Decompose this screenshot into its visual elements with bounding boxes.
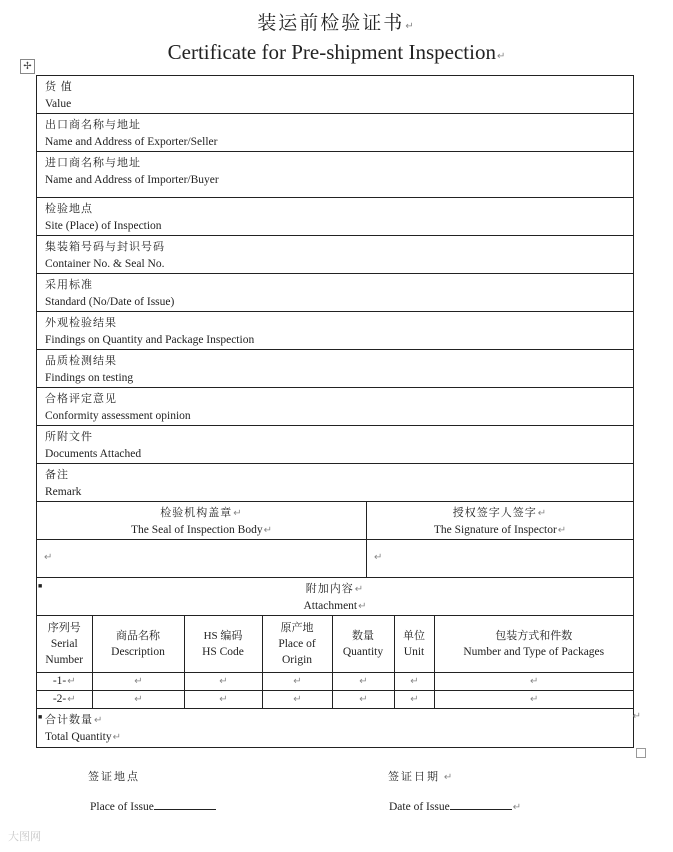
field-label-cn: 检验地点 [45,203,93,215]
field-row[interactable] [37,388,633,426]
field-row[interactable] [37,114,633,152]
attachment-table [37,616,633,709]
field-label-en: Value [45,98,72,110]
watermark: 大图网 [8,830,41,843]
table-header-row [37,616,633,673]
date-blank[interactable] [450,798,512,810]
field-label-en: Conformity assessment opinion [45,410,191,422]
field-label-cn: 所附文件 [45,431,93,443]
column-header: 商品名称 Description [92,616,184,673]
field-label-en: Remark [45,486,82,498]
table-cell[interactable]: ↵ [332,673,394,691]
field-label-en: Standard (No/Date of Issue) [45,296,175,308]
field-label-cn: 出口商名称与地址 [45,119,141,131]
attachment-header: ■ 附加内容↵ Attachment↵ [37,578,633,616]
table-row [37,673,633,691]
field-row[interactable] [37,76,633,114]
table-move-handle-icon[interactable]: ✢ [20,59,35,74]
date-of-issue-cn: 签证日期 ↵ [388,771,453,783]
title-english: Certificate for Pre-shipment Inspection↵ [167,40,506,64]
table-cell[interactable]: ↵ [184,691,262,709]
column-header: HS 编码 HS Code [184,616,262,673]
serial-cell[interactable]: -1-↵ [37,673,92,691]
date-of-issue[interactable]: Date of Issue ↵ [389,798,521,813]
field-label-en: Site (Place) of Inspection [45,220,162,232]
signature-field[interactable]: ↵ [374,552,383,563]
table-row [37,691,633,709]
signature-label: 授权签字人签字↵ The Signature of Inspector↵ [433,507,567,536]
field-label-cn: 货 值 [45,81,73,93]
field-row[interactable] [37,198,633,236]
column-header: 单位 Unit [394,616,434,673]
place-blank[interactable] [154,798,216,810]
field-row[interactable] [37,274,633,312]
table-resize-handle[interactable] [636,748,646,758]
table-cell[interactable]: ↵ [262,673,332,691]
field-row[interactable] [37,152,633,198]
seal-signature-fields [37,540,633,578]
table-cell[interactable]: ↵ [184,673,262,691]
field-label-cn: 外观检验结果 [45,317,117,329]
field-label-en: Findings on Quantity and Package Inspection [45,334,255,346]
serial-cell[interactable]: -2-↵ [37,691,92,709]
field-label-cn: 集装箱号码与封识号码 [45,241,165,253]
column-header: 包装方式和件数 Number and Type of Packages [434,616,633,673]
field-label-cn: 备注 [45,469,69,481]
title-chinese: 装运前检验证书↵ [257,12,416,34]
seal-label: 检验机构盖章↵ The Seal of Inspection Body↵ [37,502,367,539]
field-row[interactable] [37,426,633,464]
field-label-en: Findings on testing [45,372,134,384]
field-label-en: Container No. & Seal No. [45,258,165,270]
bullet-icon: ■ [38,713,43,721]
place-of-issue-cn: 签证地点 [88,771,140,783]
field-row[interactable] [37,350,633,388]
field-label-en: Name and Address of Importer/Buyer [45,174,219,186]
seal-field[interactable]: ↵ [37,540,367,577]
table-cell[interactable]: ↵ [434,691,633,709]
field-label-en: Documents Attached [45,448,142,460]
table-cell[interactable]: ↵ [262,691,332,709]
column-header: 原产地 Place of Origin [262,616,332,673]
field-row[interactable] [37,312,633,350]
table-cell[interactable]: ↵ [394,673,434,691]
field-label-en: Name and Address of Exporter/Seller [45,136,218,148]
column-header: 数量 Quantity [332,616,394,673]
column-header: 序列号 Serial Number [37,616,92,673]
certificate-form [36,75,641,748]
place-of-issue[interactable]: Place of Issue [90,798,216,813]
table-cell[interactable]: ↵ [434,673,633,691]
field-row[interactable] [37,236,633,274]
table-cell[interactable]: ↵ [394,691,434,709]
total-quantity[interactable]: ■ 合计数量↵ Total Quantity↵ ↵ [38,711,641,743]
field-label-cn: 采用标准 [45,279,93,291]
table-cell[interactable]: ↵ [332,691,394,709]
bullet-icon: ■ [38,582,43,590]
field-label-cn: 进口商名称与地址 [45,157,141,169]
table-cell[interactable]: ↵ [92,673,184,691]
field-label-cn: 合格评定意见 [45,393,117,405]
seal-signature-header [37,502,633,540]
table-cell[interactable]: ↵ [92,691,184,709]
field-row[interactable] [37,464,633,502]
field-label-cn: 品质检测结果 [45,355,117,367]
